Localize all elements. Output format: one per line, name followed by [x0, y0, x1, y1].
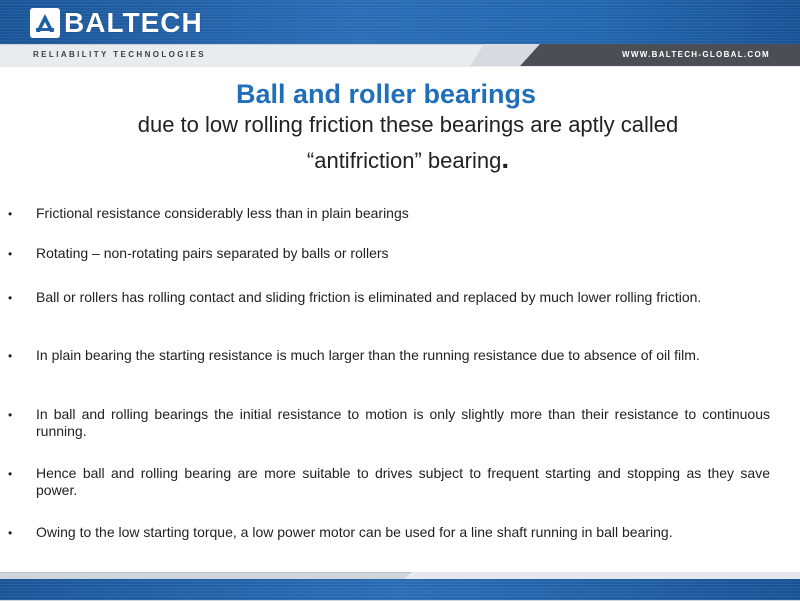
logo — [30, 8, 203, 38]
bullet-icon: • — [8, 526, 13, 540]
logo-text: BALTECH — [64, 7, 203, 38]
bullet-text: Ball or rollers has rolling contact and sliding friction is eliminated and replaced by much lower rolling friction. — [36, 289, 702, 305]
bullet-text: Hence ball and rolling bearing are more suitable to drives subject to frequent starting and stopping as they save power. — [36, 465, 770, 498]
bullet-icon: • — [8, 408, 13, 422]
bullet-icon: • — [8, 291, 13, 305]
subtitle-line-2 — [60, 142, 756, 178]
slide-title: Ball and roller bearings — [235, 79, 537, 109]
footer-strip-blue — [0, 579, 800, 600]
bullet-text: In ball and rolling bearings the initial resistance to motion is only slightly more than their resistance to continuous running. — [36, 406, 770, 439]
tagline: RELIABILITY TECHNOLOGIES — [33, 50, 207, 59]
baltech-logo-icon — [30, 8, 60, 38]
bullet-icon: • — [8, 467, 13, 481]
subtitle-line-1: due to low rolling friction these bearings are aptly called — [137, 112, 679, 137]
bullet-text: Owing to the low starting torque, a low power motor can be used for a line shaft running in ball bearing. — [36, 524, 673, 540]
bullet-icon: • — [8, 207, 13, 221]
bullet-text: In plain bearing the starting resistance is much larger than the running resistance due to absence of oil film. — [36, 347, 700, 363]
slide-subtitle — [60, 108, 756, 178]
website-url: WWW.BALTECH-GLOBAL.COM — [622, 50, 770, 59]
bullet-icon: • — [8, 349, 13, 363]
bullet-icon: • — [8, 247, 13, 261]
bullet-text: Frictional resistance considerably less than in plain bearings — [36, 205, 409, 221]
bullet-text: Rotating – non-rotating pairs separated by balls or rollers — [36, 245, 389, 261]
subtitle-line-2-text: “antifriction” bearing — [306, 148, 502, 173]
subtitle-period: . — [501, 143, 510, 174]
